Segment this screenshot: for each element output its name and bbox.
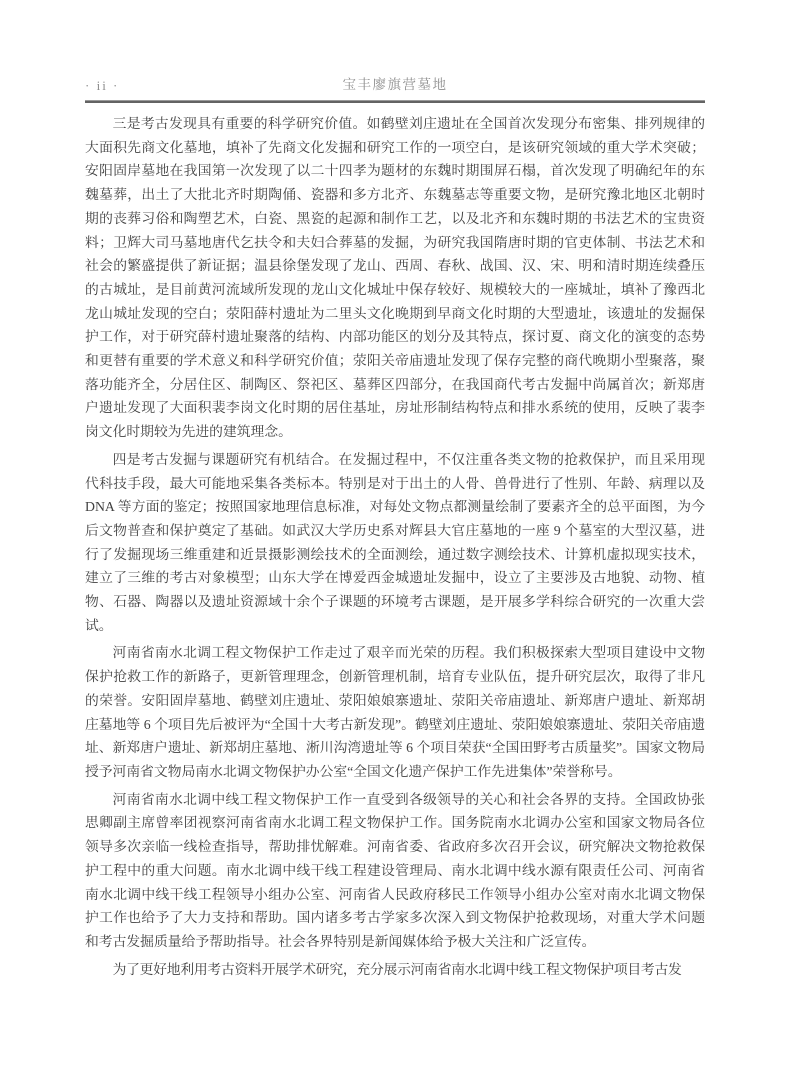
paragraph-5-partial: 为了更好地利用考古资料开展学术研究，充分展示河南省南水北调中线工程文物保护项目考古发 xyxy=(112,961,682,977)
running-title: 宝丰廖旗营墓地 xyxy=(342,77,448,92)
page-header xyxy=(85,76,705,96)
paragraph-2: 四是考古发掘与课题研究有机结合。在发掘过程中，不仅注重各类文物的抢救保护，而且采用现代科技手段，最大可能地采集各类标本。特别是对于出土的人骨、兽骨进行了性别、年龄、病理以及DNA 等方面的鉴定；按照国家地理信息标准，对每处文物点都测量绘制了要素齐全的总平面图，为今后文物普查和保护奠定了基础。如武汉大学历史系对辉县大官庄墓地的一座 9 个墓室的大型汉墓，进行了发掘现场三维重建和近景摄影测绘技术的全面测绘，通过数字测绘技术、计算机虚拟现实技术，建立了三维的考古对象模型；山东大学在博爱西金城遗址发掘中，设立了主要涉及古地貌、动物、植物、石器、陶器以及遗址资源域十余个子课题的环境考古课题，是开展多学科综合研究的一次重大尝试。 xyxy=(85,451,705,633)
header-rule xyxy=(85,100,705,103)
paragraph-3: 河南省南水北调工程文物保护工作走过了艰辛而光荣的历程。我们积极探索大型项目建设中文物保护抢救工作的新路子，更新管理理念，创新管理机制，培育专业队伍，提升研究层次，取得了非凡的荣誉。安阳固岸墓地、鹤壁刘庄遗址、荥阳娘娘寨遗址、荥阳关帝庙遗址、新郑唐户遗址、新郑胡庄墓地等 6 个项目先后被评为“全国十大考古新发现”。鹤壁刘庄遗址、荥阳娘娘寨遗址、荥阳关帝庙遗址、新郑唐户遗址、新郑胡庄墓地、淅川沟湾遗址等 6 个项目荣获“全国田野考古质量奖”。国家文物局授予河南省文物局南水北调文物保护办公室“全国文化遗产保护工作先进集体”荣誉称号。 xyxy=(85,645,705,779)
page-number: · ii · xyxy=(85,78,120,93)
paragraph-1: 三是考古发现具有重要的科学研究价值。如鹤壁刘庄遗址在全国首次发现分布密集、排列规律的大面积先商文化墓地，填补了先商文化发掘和研究工作的一项空白，是该研究领域的重大学术突破；安阳固岸墓地在我国第一次发现了以二十四孝为题材的东魏时期围屏石榻，首次发现了明确纪年的东魏墓葬，出土了大批北齐时期陶俑、瓷器和多方北齐、东魏墓志等重要文物，是研究豫北地区北朝时期的丧葬习俗和陶塑艺术，白瓷、黑瓷的起源和制作工艺，以及北齐和东魏时期的书法艺术的宝贵资料；卫辉大司马墓地唐代乞扶令和夫妇合葬墓的发掘，为研究我国隋唐时期的官吏体制、书法艺术和社会的繁盛提供了新证据；温县徐堡发现了龙山、西周、春秋、战国、汉、宋、明和清时期连续叠压的古城址，是目前黄河流域所发现的龙山文化城址中保存较好、规模较大的一座城址，填补了豫西北龙山城址发现的空白；荥阳薛村遗址为二里头文化晚期到早商文化时期的大型遗址，该遗址的发掘保护工作，对于研究薛村遗址聚落的结构、内部功能区的划分及其特点，探讨夏、商文化的演变的态势和更替有重要的学术意义和科学研究价值；荥阳关帝庙遗址发现了保存完整的商代晚期小型聚落，聚落功能齐全，分居住区、制陶区、祭祀区、墓葬区四部分，在我国商代考古发掘中尚属首次；新郑唐户遗址发现了大面积裴李岗文化时期的居住基址，房址形制结构特点和排水系统的使用，反映了裴李岗文化时期较为先进的建筑理念。 xyxy=(85,116,705,440)
paragraph-4: 河南省南水北调中线工程文物保护工作一直受到各级领导的关心和社会各界的支持。全国政协张思卿副主席曾率团视察河南省南水北调工程文物保护工作。国务院南水北调办公室和国家文物局各位领导多次亲临一线检查指导，帮助排忧解难。河南省委、省政府多次召开会议，研究解决文物抢救保护工程中的重大问题。南水北调中线干线工程建设管理局、南水北调中线水源有限责任公司、河南省南水北调中线干线工程领导小组办公室、河南省人民政府移民工作领导小组办公室对南水北调文物保护工作也给予了大力支持和帮助。国内诸多考古学家多次深入到文物保护抢救现场，对重大学术问题和考古发掘质量给予帮助指导。社会各界特别是新闻媒体给予极大关注和广泛宣传。 xyxy=(85,791,705,949)
page-body xyxy=(85,112,705,981)
